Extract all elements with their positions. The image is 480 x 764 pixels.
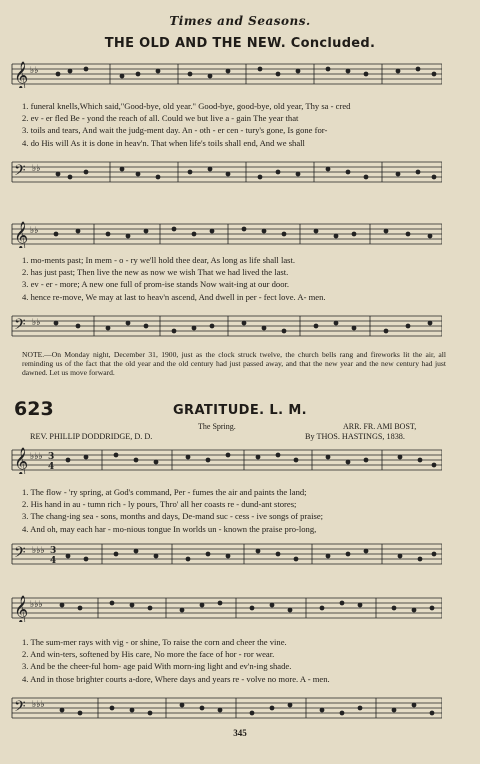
bass-staff — [10, 158, 442, 186]
lyric-line: 2. And win-ters, softened by His care, No more the face of hor - ror wear. — [22, 649, 275, 660]
lyric-line: 2. has just past; Then live the new as now we wish That we had lived the last. — [22, 267, 289, 278]
svg-text:♭♭: ♭♭ — [30, 226, 39, 236]
lyric-line: 4. And in those brighter courts a-dore, Where days and years re - volve no more. A - men. — [22, 673, 330, 684]
svg-text:𝄞: 𝄞 — [14, 447, 29, 474]
lyrics-block — [22, 636, 442, 685]
svg-text:♭♭♭: ♭♭♭ — [30, 600, 43, 610]
svg-text:4: 4 — [48, 462, 55, 472]
lyrics-block — [22, 254, 442, 303]
lyric-line: 3. The chang-ing sea - sons, months and days, De-mand suc - cess - ive songs of praise; — [22, 511, 324, 522]
lyric-line: 4. hence re-move, We may at last to heav'n ascend, And dwell in per - fect love. A- men. — [22, 291, 326, 302]
tune-name: The Spring. — [198, 422, 236, 431]
bass-staff — [10, 312, 442, 340]
svg-text:𝄞: 𝄞 — [14, 221, 29, 248]
svg-text:𝄞: 𝄞 — [14, 61, 29, 88]
author-credit: REV. PHILLIP DODDRIDGE, D. D. — [30, 432, 153, 441]
svg-text:𝄞: 𝄞 — [14, 595, 29, 622]
page-header: Times and Seasons. — [169, 14, 311, 28]
svg-text:4: 4 — [50, 556, 57, 566]
hymn-number: 623 — [14, 398, 54, 420]
bass-staff — [10, 540, 442, 568]
treble-staff — [10, 446, 442, 474]
lyric-line: 1. The flow - 'ry spring, at God's command, Per - fumes the air and paints the land; — [22, 487, 307, 497]
svg-text:♭♭♭: ♭♭♭ — [32, 546, 45, 556]
lyrics-block — [22, 486, 442, 535]
composer-credit: By THOS. HASTINGS, 1838. — [305, 432, 405, 441]
svg-text:𝄢: 𝄢 — [14, 316, 26, 337]
lyric-line: 3. toils and tears, And wait the judg-ment day. An - oth - er cen - tury's gone, Is gone for- — [22, 125, 328, 136]
svg-text:♭♭♭: ♭♭♭ — [30, 452, 43, 462]
lyric-line: 3. ev - er - more; A new one full of prom-ise stands Now wait-ing at our door. — [22, 279, 290, 290]
lyrics-block — [22, 100, 442, 149]
svg-text:♭♭♭: ♭♭♭ — [32, 700, 45, 710]
historical-note: NOTE.—On Monday night, December 31, 1900, just as the clock struck twelve, the church bells rang and fireworks lit the air, all reminding us of the fact that the old year and the old century had just passed away, and that the new year and the new century had just dawned. Let us move forward. — [22, 350, 446, 378]
treble-staff — [10, 220, 442, 248]
lyric-line: 2. ev - er fled Be - yond the reach of all. Could we but live a - gain The year that — [22, 113, 299, 124]
arranger-credit: ARR. FR. AMI BOST, — [343, 422, 417, 431]
svg-text:♭♭: ♭♭ — [32, 318, 41, 328]
hymn-title-gratitude: GRATITUDE. L. M. — [172, 403, 308, 418]
svg-text:♭♭: ♭♭ — [30, 66, 39, 76]
page-number: 345 — [233, 728, 247, 738]
treble-staff — [10, 594, 442, 622]
svg-text:3: 3 — [48, 452, 55, 462]
lyric-line: 4. do His will As it is done in heav'n. That when life's toils shall end, And we shall — [22, 137, 305, 148]
lyric-line: 1. mo-ments past; In mem - o - ry we'll hold thee dear, As long as life shall last. — [22, 255, 296, 265]
svg-text:𝄢: 𝄢 — [14, 698, 26, 719]
svg-text:𝄢: 𝄢 — [14, 162, 26, 183]
lyric-line: 1. funeral knells,Which said,"Good-bye, old year." Good-bye, good-bye, old year, Thy sa - cred — [22, 101, 351, 111]
hymn-title-old-and-new: THE OLD AND THE NEW. Concluded. — [104, 36, 376, 51]
lyric-line: 2. His hand in au - tumn rich - ly pours, Thro' all her coasts re - dund-ant stores; — [22, 499, 297, 510]
svg-text:𝄢: 𝄢 — [14, 544, 26, 565]
svg-text:3: 3 — [50, 546, 57, 556]
lyric-line: 1. The sum-mer rays with vig - or shine, To raise the corn and cheer the vine. — [22, 637, 287, 647]
lyric-line: 3. And be the cheer-ful hom- age paid With morn-ing light and ev'n-ing shade. — [22, 661, 292, 672]
svg-text:♭♭: ♭♭ — [32, 164, 41, 174]
treble-staff — [10, 60, 442, 88]
bass-staff — [10, 694, 442, 722]
lyric-line: 4. And oh, may each har - mo-nious tongue In worlds un - known the praise pro-long, — [22, 523, 317, 534]
